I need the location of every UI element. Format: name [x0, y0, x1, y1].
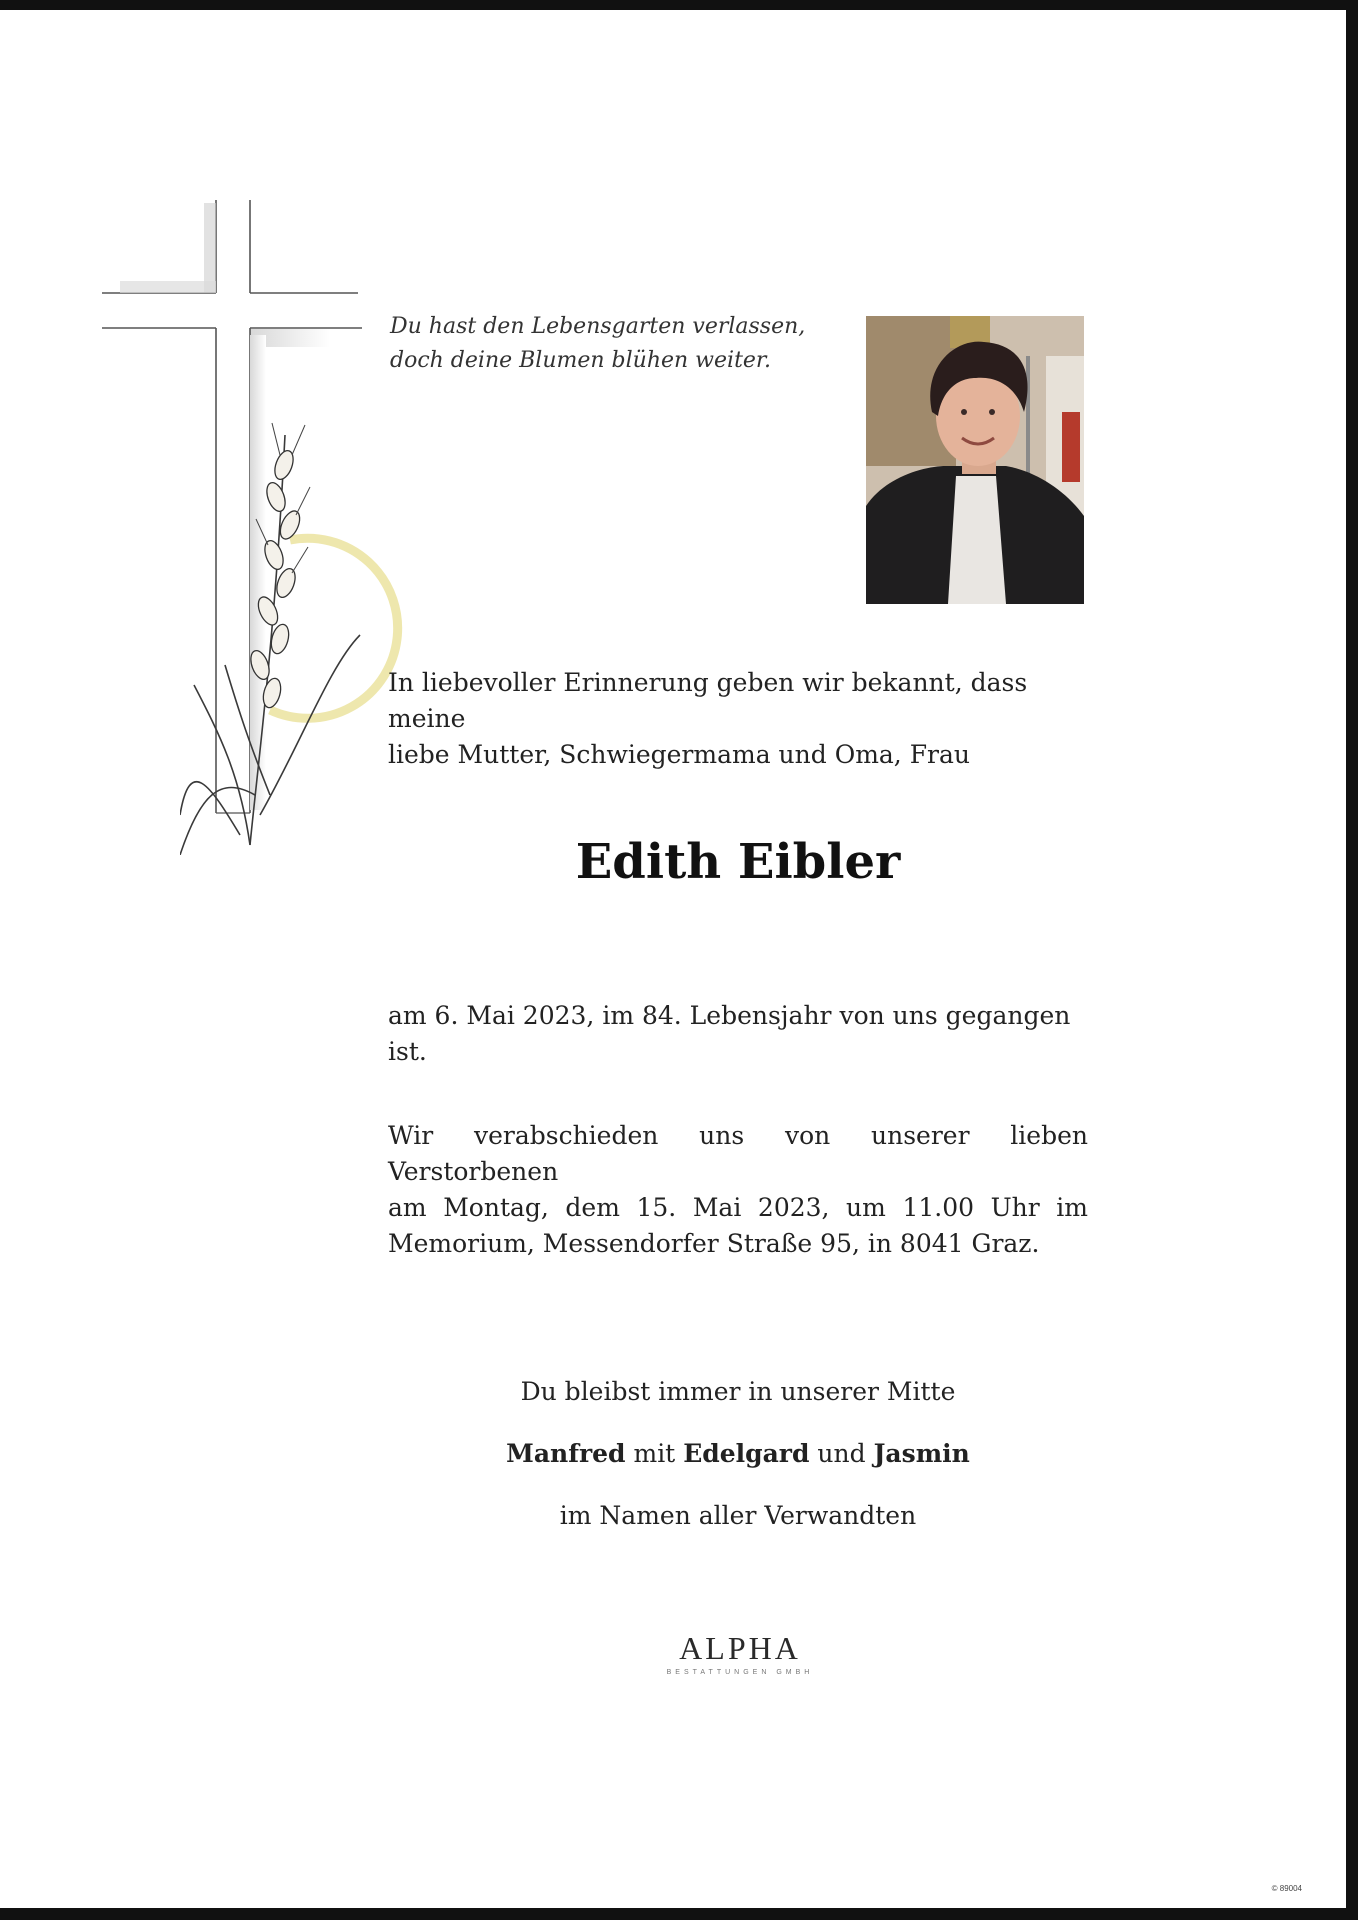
farewell-line: Memorium, Messendorfer Straße 95, in 8041 Graz. [388, 1229, 1040, 1258]
logo-subtitle: BESTATTUNGEN GMBH [666, 1669, 814, 1676]
intro-line: liebe Mutter, Schwiegermama und Oma, Frau [388, 740, 971, 769]
closing-motto: Du bleibst immer in unserer Mitte [520, 1377, 956, 1406]
relatives-line: im Namen aller Verwandten [559, 1501, 917, 1530]
date-line: am 6. Mai 2023, im 84. Lebensjahr von uns gegangen ist. [388, 1001, 1071, 1066]
closing-block [388, 1374, 1088, 1560]
conjunction: mit [633, 1439, 676, 1468]
mourner-name: Jasmin [873, 1439, 970, 1468]
farewell-line: Wir verabschieden uns von unserer lieben Verstorbenen [388, 1121, 1088, 1186]
funeral-home-logo [660, 1630, 820, 1676]
portrait-photo [866, 316, 1084, 604]
memorial-quote [390, 310, 810, 378]
farewell-text [388, 1118, 1088, 1262]
wheat-icon [180, 415, 380, 855]
quote-line: doch deine Blumen blühen weiter. [390, 348, 772, 373]
mourner-name: Manfred [506, 1439, 626, 1468]
mourners-line [388, 1436, 1088, 1498]
intro-line: In liebevoller Erinnerung geben wir bekannt, dass meine [388, 668, 1028, 733]
conjunction: und [817, 1439, 866, 1468]
farewell-line: am Montag, dem 15. Mai 2023, um 11.00 Uhr im [388, 1193, 1088, 1222]
deceased-name: Edith Eibler [575, 834, 901, 890]
quote-line: Du hast den Lebensgarten verlassen, [390, 314, 806, 339]
logo-wordmark: ALPHA [679, 1630, 801, 1666]
footer-code: © 89004 [1271, 1884, 1302, 1893]
intro-text [388, 665, 1088, 773]
mourner-name: Edelgard [683, 1439, 810, 1468]
